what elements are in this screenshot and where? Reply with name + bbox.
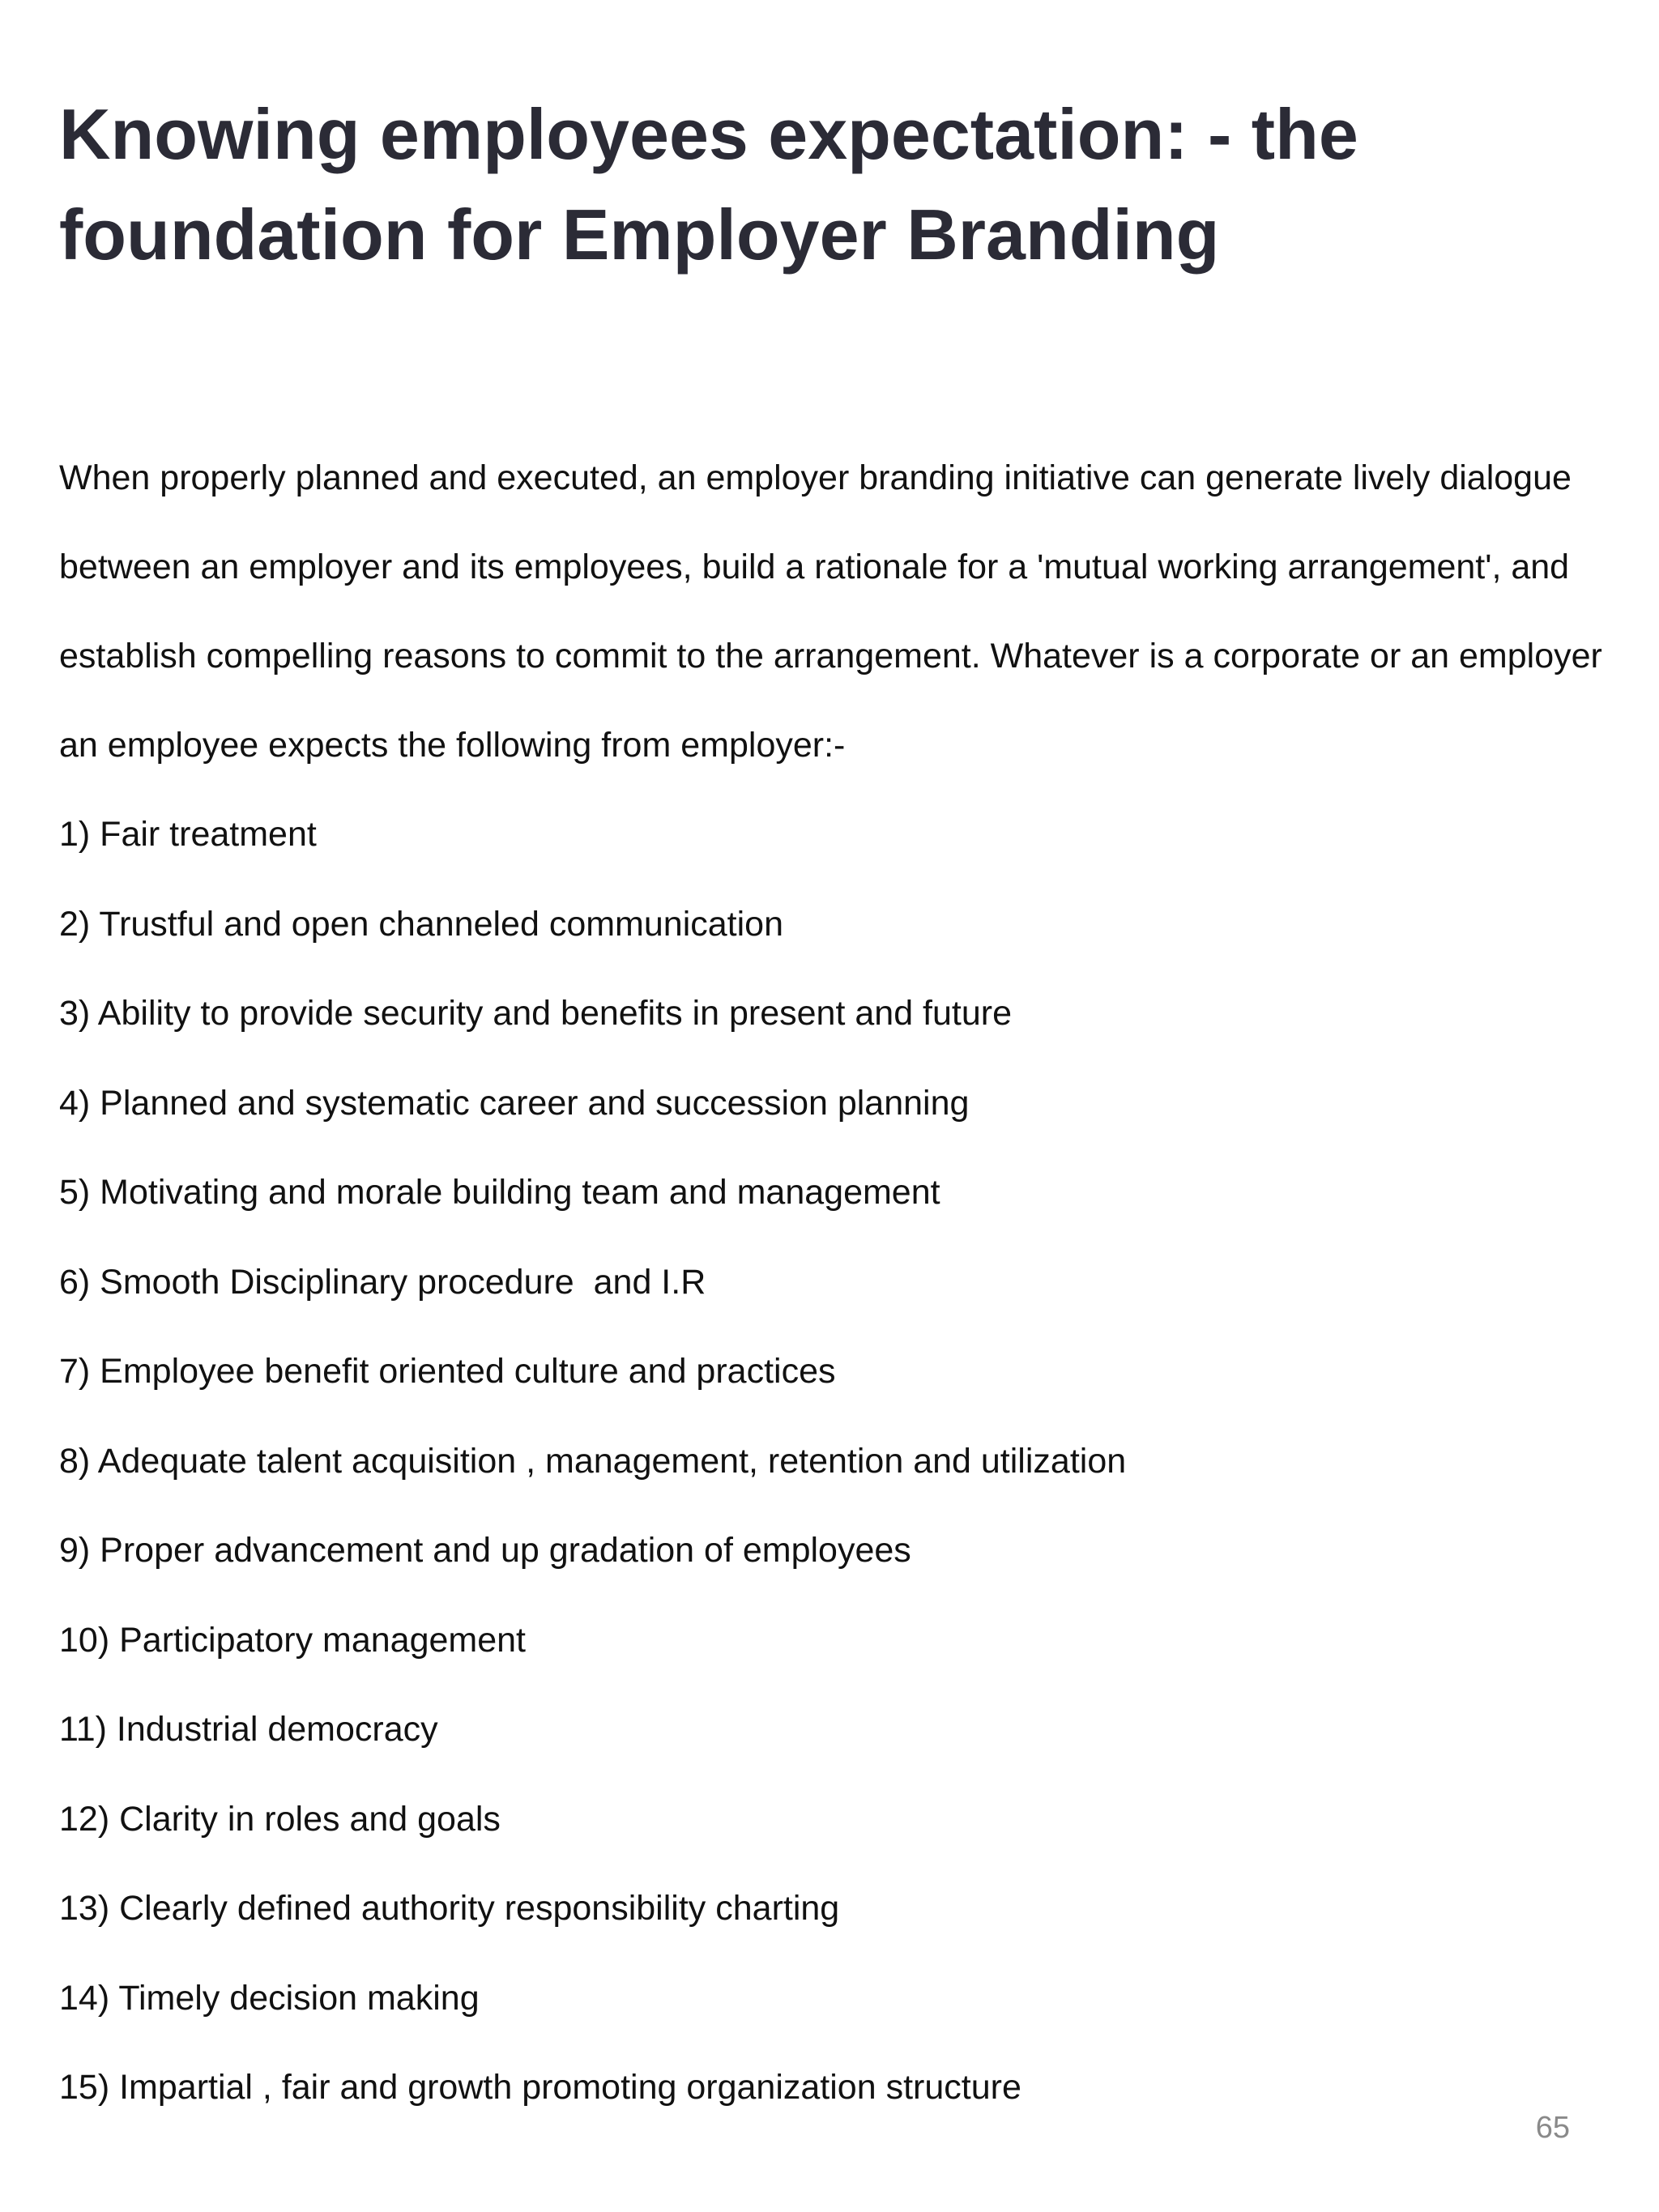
list-item: 9) Proper advancement and up gradation of employees bbox=[59, 1531, 911, 1570]
list-item: 13) Clearly defined authority responsibility charting bbox=[59, 1889, 840, 1928]
list-item: 12) Clarity in roles and goals bbox=[59, 1799, 501, 1839]
list-item: 7) Employee benefit oriented culture and practices bbox=[59, 1352, 836, 1391]
list-item: 3) Ability to provide security and benefits in present and future bbox=[59, 994, 1013, 1033]
list-item: 4) Planned and systematic career and succession planning bbox=[59, 1083, 970, 1123]
list-item: 8) Adequate talent acquisition , management, retention and utilization bbox=[59, 1441, 1127, 1481]
list-item: 15) Impartial , fair and growth promoting organization structure bbox=[59, 2068, 1021, 2107]
list-item: 5) Motivating and morale building team and management bbox=[59, 1173, 940, 1212]
expectations-list bbox=[59, 790, 1598, 2133]
page-number: 65 bbox=[1535, 2111, 1570, 2145]
page-title: Knowing employees expectation: - the foundation for Employer Branding bbox=[59, 94, 1358, 275]
list-item: 14) Timely decision making bbox=[59, 1978, 480, 2018]
list-item: 10) Participatory management bbox=[59, 1620, 527, 1660]
list-item: 6) Smooth Disciplinary procedure and I.R bbox=[59, 1262, 706, 1302]
list-item: 11) Industrial democracy bbox=[59, 1710, 438, 1749]
list-item: 2) Trustful and open channeled communication bbox=[59, 904, 783, 944]
intro-paragraph: When properly planned and executed, an employer branding initiative can generate lively dialogue between an employer and its employees, build a rationale for a 'mutual working arrangement', and establish compelling reasons to commit to the arrangement. Whatever is a corporate or an employer an employee expects the following from employer:- bbox=[59, 458, 1602, 765]
list-item: 1) Fair treatment bbox=[59, 815, 317, 854]
